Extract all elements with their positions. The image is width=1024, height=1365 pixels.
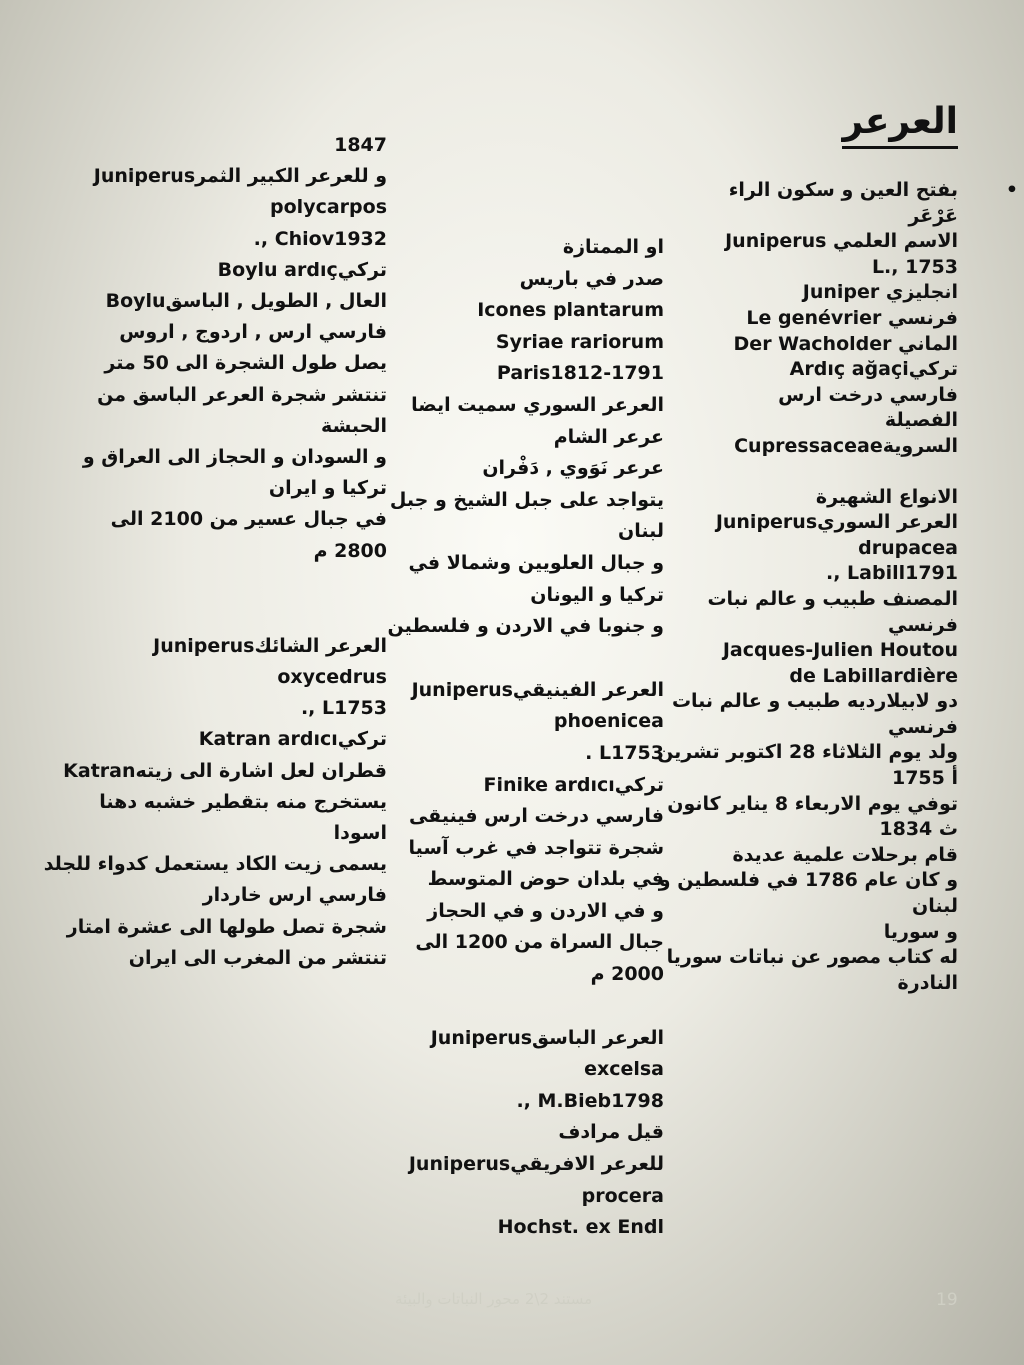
text-line: انجليزي Juniper — [802, 281, 958, 304]
spacer — [57, 567, 387, 599]
text-line: فرنسي Le genévrier — [746, 306, 958, 329]
text-line: 1847 — [334, 134, 387, 156]
text-line: قام برحلات علمية عديدة — [732, 843, 958, 866]
text-line: يسمى زيت الكاد يستعمل كدواء للجلد — [43, 853, 387, 876]
footer-text: مستند 2\2 محور النباتات والبيئة — [395, 1290, 593, 1308]
text-line: de Labillardière — [789, 664, 958, 687]
text-line: المصنف طبيب و عالم نبات — [707, 587, 958, 610]
text-line: 2000 م — [590, 963, 664, 986]
text-line: العرعر السوريJuniperus — [715, 511, 958, 534]
text-line: بفتح العين و سكون الراء — [728, 179, 958, 201]
text-line: عرعر نَوَوي , دَفْران — [482, 457, 664, 480]
text-line: و كان عام 1786 في فلسطين و — [658, 869, 958, 892]
text-line: في جبال عسير من 2100 الى — [110, 508, 387, 531]
text-line: L., 1753 — [871, 255, 958, 278]
text-line: Jacques-Julien Houtou — [722, 639, 958, 662]
text-line: تنتشر من المغرب الى ايران — [128, 946, 387, 969]
text-line: drupacea — [858, 536, 958, 559]
text-line: الفصيلة — [884, 409, 958, 432]
text-line: L1753 . — [585, 741, 664, 764]
text-line: phoenicea — [553, 710, 664, 733]
text-line: و جنوبا في الاردن و فلسطين — [387, 615, 664, 638]
spacer — [404, 643, 664, 675]
text-line: تركيBoylu ardıç — [217, 258, 387, 281]
text-line: oxycedrus — [277, 666, 387, 689]
text-line: و للعرعر الكبير الثمرJuniperus — [93, 165, 387, 188]
text-line: فارسي ارس خاردار — [202, 884, 387, 907]
text-line: polycarpos — [270, 196, 387, 219]
text-line: له كتاب مصور عن نباتات سوريا — [666, 946, 958, 969]
text-line: الانواع الشهيرة — [815, 485, 958, 508]
text-line: فارسي ارس , اردوج , اروس — [119, 321, 387, 344]
text-line: Paris1812-1791 — [496, 362, 664, 385]
text-line: العرعر الباسقJuniperus — [430, 1026, 664, 1049]
text-line: ث 1834 — [879, 818, 958, 841]
text-line: الحبشة — [321, 414, 387, 437]
text-line: excelsa — [584, 1058, 664, 1081]
text-line: يصل طول الشجرة الى 50 متر — [104, 352, 387, 375]
text-line: توفي يوم الاربعاء 8 يناير كانون — [667, 792, 958, 815]
text-line: Syriae rariorum — [495, 330, 664, 353]
text-line: جبال السراة من 1200 الى — [415, 931, 664, 954]
text-line: شجرة تتواجد في غرب آسيا — [408, 836, 664, 859]
text-line: تركيFinike ardıcı — [483, 773, 664, 796]
text-line: الماني Der Wacholder — [733, 332, 958, 355]
spacer — [668, 460, 958, 485]
text-line: و جبال العلويين وشمالا في — [408, 551, 664, 574]
text-line: Labill1791 ,. — [825, 562, 958, 585]
text-line: يتواجد على جبل الشيخ و جبل — [389, 488, 664, 511]
text-line: 2800 م — [313, 539, 387, 562]
text-line: العرعر الفينيقيJuniperus — [411, 678, 664, 701]
text-line: للعرعر الافريقيJuniperus — [408, 1153, 664, 1176]
page-title: العرعر — [842, 98, 958, 149]
text-line: فارسي درخت ارس فينيقى — [408, 805, 664, 828]
text-line: Icones plantarum — [477, 299, 664, 322]
text-line: تركيKatran ardıcı — [198, 728, 387, 751]
text-line: يستخرج منه بتقطير خشبه دهنا — [99, 790, 387, 813]
text-line: دو لابيلارديه طبيب و عالم نبات — [671, 690, 958, 713]
bullet-icon: • — [1005, 179, 1018, 201]
page-number: 19 — [936, 1290, 958, 1310]
text-line: و السودان و الحجاز الى العراق و — [82, 446, 387, 469]
text-line: و في الاردن و في الحجاز — [427, 899, 664, 922]
middle-column — [387, 232, 664, 1244]
text-line: اسودا — [333, 822, 387, 845]
text-line: صدر في باريس — [519, 267, 664, 290]
text-line: فارسي درخت ارس — [778, 383, 958, 406]
text-line: فرنسي — [888, 613, 958, 636]
text-line: في بلدان حوض المتوسط — [427, 868, 664, 891]
text-line: شجرة تصل طولها الى عشرة امتار — [66, 915, 387, 938]
text-line: لبنان — [618, 520, 664, 543]
text-line: Hochst. ex Endl — [497, 1216, 664, 1239]
text-line: تنتشر شجرة العرعر الباسق من — [97, 383, 387, 406]
text-line: Chiov1932 ,. — [253, 227, 387, 250]
text-line: الاسم العلمي Juniperus — [725, 230, 958, 253]
text-line: ولد يوم الثلاثاء 28 اكتوبر تشرين — [657, 741, 958, 764]
text-line: او الممتازة — [562, 236, 664, 258]
right-column — [657, 178, 1018, 996]
text-line: عرعر الشام — [553, 425, 664, 448]
list-item — [668, 178, 1018, 204]
text-line: السرويةCupressaceae — [734, 434, 958, 457]
text-line: أ 1755 — [891, 767, 958, 790]
spacer — [404, 991, 664, 1023]
text-line: فرنسي — [888, 715, 958, 738]
text-line: و سوريا — [883, 920, 958, 943]
text-line: العال , الطويل , الباسقBoylu — [105, 290, 387, 313]
text-line: L1753 ,. — [300, 697, 387, 720]
text-line: لبنان — [912, 895, 958, 918]
text-line: procera — [581, 1184, 664, 1207]
text-line: قيل مرادف — [558, 1121, 664, 1144]
spacer — [57, 599, 387, 631]
text-line: M.Bieb1798 ,. — [516, 1089, 664, 1112]
left-column — [43, 130, 387, 974]
text-line: قطران لعل اشارة الى زيتهKatran — [63, 759, 387, 782]
text-line: العرعر الشائكJuniperus — [153, 634, 387, 657]
text-line: عَرْعَر — [908, 204, 958, 227]
text-line: النادرة — [897, 971, 958, 994]
text-line: تركيا و اليونان — [530, 583, 664, 606]
text-line: تركيا و ايران — [268, 477, 387, 500]
text-line: تركيArdıç ağaçi — [789, 358, 958, 381]
text-line: العرعر السوري سميت ايضا — [411, 393, 664, 416]
